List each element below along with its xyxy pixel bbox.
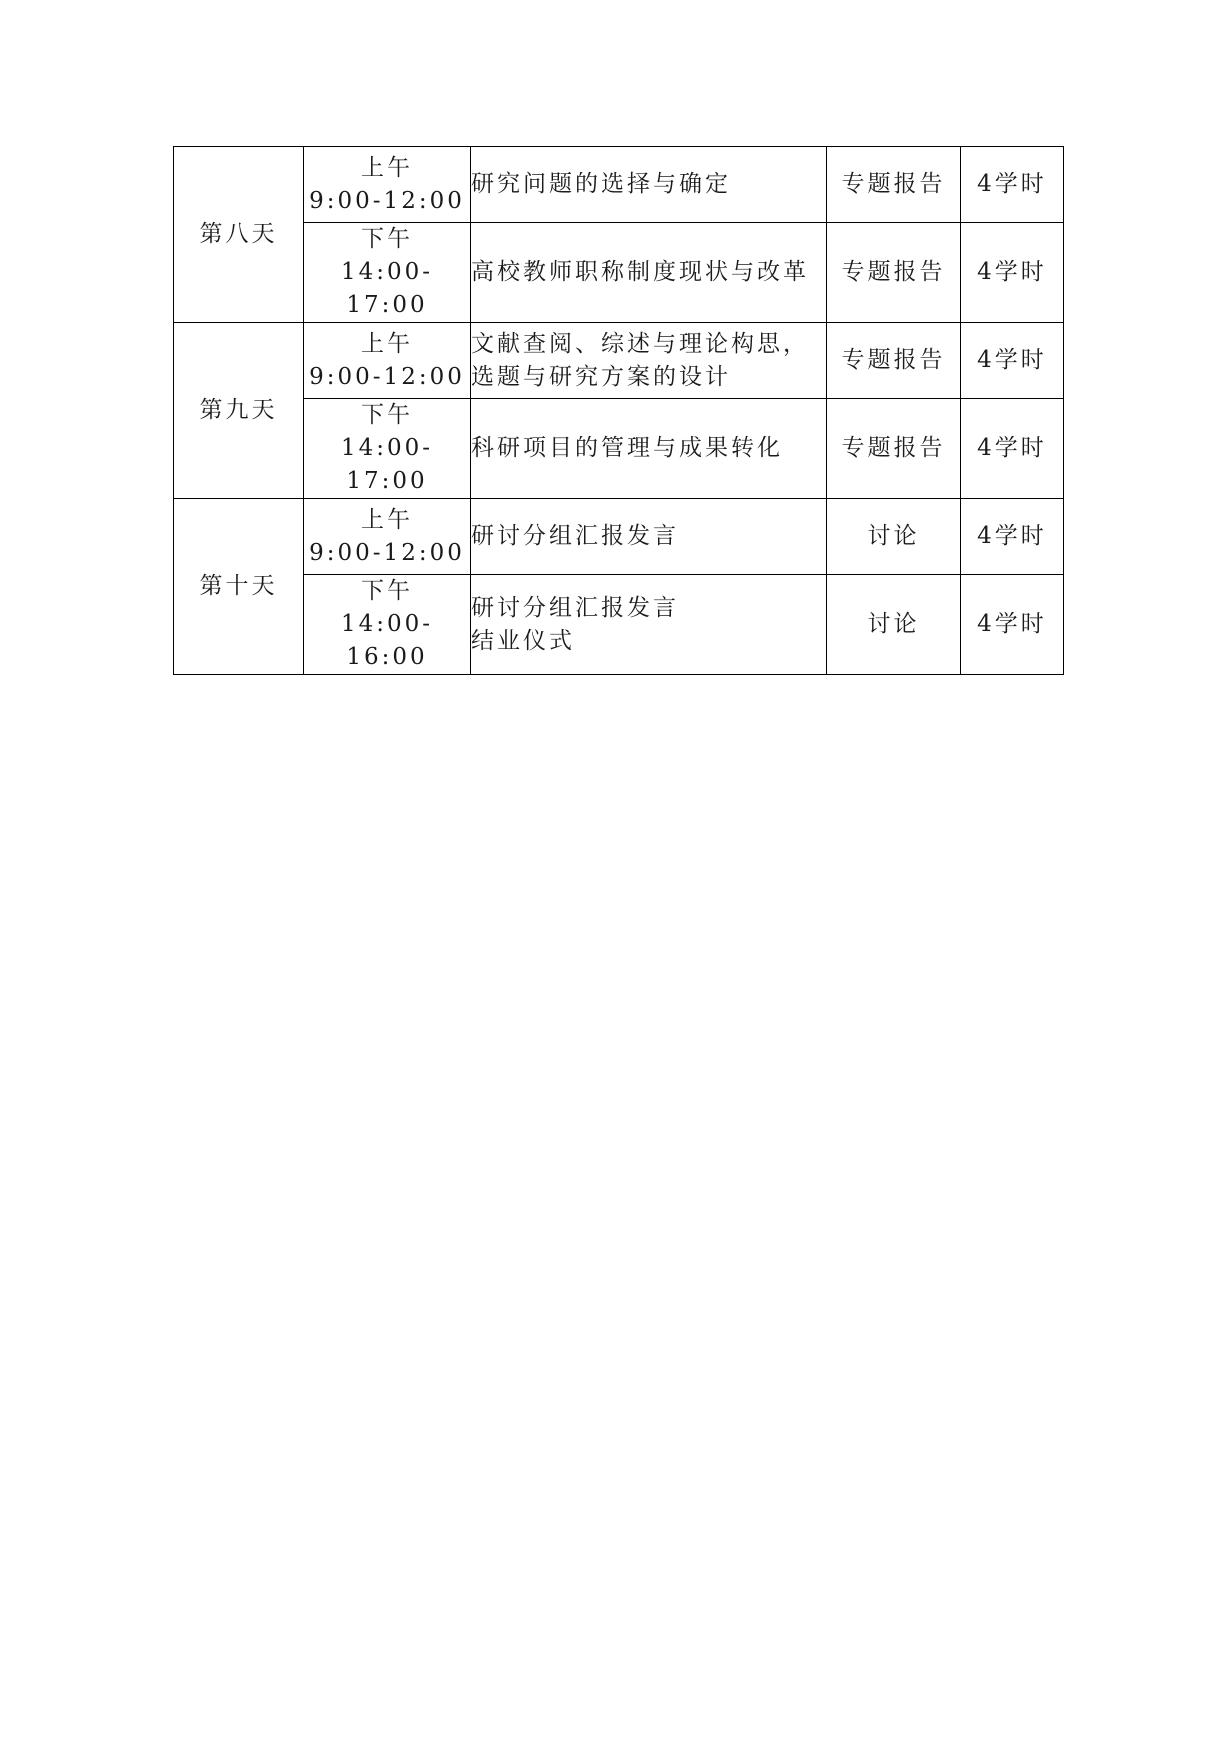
content-cell xyxy=(471,323,827,399)
table-row xyxy=(174,575,1064,675)
content-cell xyxy=(471,223,827,323)
time-range: 9:00-12:00 xyxy=(309,187,465,214)
schedule-table xyxy=(173,146,1064,675)
content-line: 高校教师职称制度现状与改革 xyxy=(471,259,809,285)
day-cell: 第九天 xyxy=(174,323,304,499)
content-line: 文献查阅、综述与理论构思， xyxy=(471,330,809,357)
content-line: 科研项目的管理与成果转化 xyxy=(471,435,783,461)
format-cell: 专题报告 xyxy=(827,323,961,399)
time-cell xyxy=(304,399,471,499)
day-cell: 第八天 xyxy=(174,147,304,323)
period-label: 下午 xyxy=(361,402,413,428)
content-cell xyxy=(471,575,827,675)
hours-cell: 4学时 xyxy=(961,147,1064,223)
time-cell xyxy=(304,323,471,399)
time-range: 14:00-17:00 xyxy=(340,435,434,494)
time-cell xyxy=(304,499,471,575)
hours-cell: 4学时 xyxy=(961,399,1064,499)
time-cell xyxy=(304,147,471,223)
period-label: 上午 xyxy=(361,330,413,357)
hours-cell: 4学时 xyxy=(961,323,1064,399)
format-cell: 讨论 xyxy=(827,575,961,675)
period-label: 下午 xyxy=(361,578,413,604)
period-label: 上午 xyxy=(361,154,413,181)
table-row xyxy=(174,399,1064,499)
content-line: 研讨分组汇报发言 xyxy=(471,594,679,621)
hours-cell: 4学时 xyxy=(961,223,1064,323)
content-line: 研究问题的选择与确定 xyxy=(471,171,731,197)
time-cell xyxy=(304,575,471,675)
time-range: 14:00-17:00 xyxy=(340,259,434,318)
content-cell xyxy=(471,147,827,223)
content-cell xyxy=(471,499,827,575)
format-cell: 讨论 xyxy=(827,499,961,575)
format-cell: 专题报告 xyxy=(827,147,961,223)
content-cell xyxy=(471,399,827,499)
format-cell: 专题报告 xyxy=(827,223,961,323)
period-label: 上午 xyxy=(361,506,413,533)
content-line: 研讨分组汇报发言 xyxy=(471,523,679,549)
table-row xyxy=(174,147,1064,223)
table-row xyxy=(174,323,1064,399)
content-line: 选题与研究方案的设计 xyxy=(471,363,731,390)
period-label: 下午 xyxy=(361,226,413,252)
hours-cell: 4学时 xyxy=(961,499,1064,575)
time-range: 9:00-12:00 xyxy=(309,539,465,566)
time-cell xyxy=(304,223,471,323)
table-row xyxy=(174,223,1064,323)
time-range: 9:00-12:00 xyxy=(309,363,465,390)
day-cell: 第十天 xyxy=(174,499,304,675)
time-range: 14:00-16:00 xyxy=(340,611,434,670)
content-line: 结业仪式 xyxy=(471,627,575,654)
hours-cell: 4学时 xyxy=(961,575,1064,675)
format-cell: 专题报告 xyxy=(827,399,961,499)
table-row xyxy=(174,499,1064,575)
